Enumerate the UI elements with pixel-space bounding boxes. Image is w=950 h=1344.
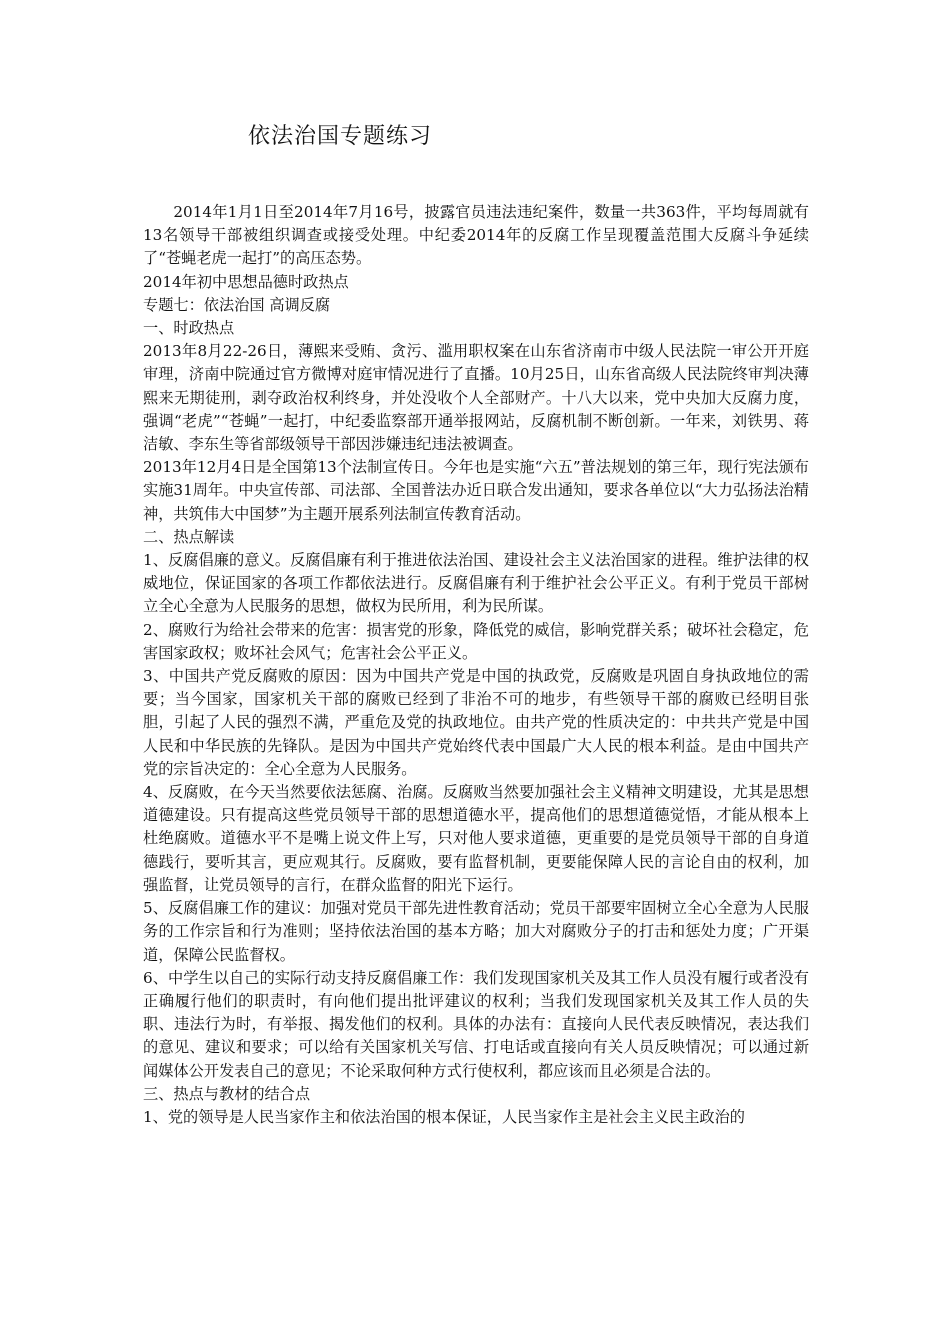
section-heading-hot-topics: 一、时政热点 [143, 319, 235, 338]
body-paragraph: 3、中国共产党反腐败的原因：因为中国共产党是中国的执政党，反腐败是巩固自身执政地位的需要；当今国家，国家机关干部的腐败已经到了非治不可的地步，有些领导干部的腐败已经明目张胆，引起了人民的强烈不满，严重危及党的执政地位。由共产党的性质决定的：中共共产党是中国人民和中华民族的先锋队。是因为中国共产党始终代表中国最广大人民的根本利益。是由中国共产党的宗旨决定的：全心全意为人民服务。 [143, 667, 809, 778]
document-body [143, 201, 809, 1129]
subtitle-line: 2014年初中思想品德时政热点 [143, 272, 349, 291]
body-paragraph: 2013年8月22-26日，薄熙来受贿、贪污、滥用职权案在山东省济南市中级人民法院一审公开开庭审理，济南中院通过官方微博对庭审情况进行了直播。10月25日，山东省高级人民法院终审判决薄熙来无期徒刑，剥夺政治权利终身，并处没收个人全部财产。十八大以来，党中央加大反腐力度，强调“老虎”“苍蝇”一起打，中纪委监察部开通举报网站，反腐机制不断创新。一年来，刘铁男、蒋洁敏、李东生等省部级领导干部因涉嫌违纪违法被调查。 [143, 342, 809, 454]
intro-paragraph: 2014年1月1日至2014年7月16号，披露官员违法违纪案件，数量一共363件，平均每周就有13名领导干部被组织调查或接受处理。中纪委2014年的反腐工作呈现覆盖范围大反腐斗争延续了“苍蝇老虎一起打”的高压态势。 [143, 203, 809, 268]
body-paragraph: 6、中学生以自己的实际行动支持反腐倡廉工作：我们发现国家机关及其工作人员没有履行或者没有正确履行他们的职责时，有向他们提出批评建议的权利；当我们发现国家机关及其工作人员的失职、违法行为时，有举报、揭发他们的权利。具体的办法有：直接向人民代表反映情况，表达我们的意见、建议和要求；可以给有关国家机关写信、打电话或直接向有关人员反映情况；可以通过新闻媒体公开发表自己的意见；不论采取何种方式行使权利，都应该而且必须是合法的。 [143, 968, 809, 1080]
section-heading-textbook: 三、热点与教材的结合点 [143, 1084, 311, 1103]
body-paragraph: 2、腐败行为给社会带来的危害：损害党的形象，降低党的威信，影响党群关系；破坏社会稳定，危害国家政权；败坏社会风气；危害社会公平正义。 [143, 620, 809, 662]
topic-line: 专题七：依法治国 高调反腐 [143, 295, 331, 314]
section-heading-interpretation: 二、热点解读 [143, 527, 235, 546]
body-paragraph: 5、反腐倡廉工作的建议：加强对党员干部先进性教育活动；党员干部要牢固树立全心全意为人民服务的工作宗旨和行为准则；坚持依法治国的基本方略；加大对腐败分子的打击和惩处力度；广开渠道，保障公民监督权。 [143, 899, 809, 964]
body-paragraph: 1、党的领导是人民当家作主和依法治国的根本保证，人民当家作主是社会主义民主政治的 [143, 1107, 745, 1126]
body-paragraph: 4、反腐败，在今天当然要依法惩腐、治腐。反腐败当然要加强社会主义精神文明建设，尤其是思想道德建设。只有提高这些党员领导干部的思想道德水平，提高他们的思想道德觉悟，才能从根本上杜绝腐败。道德水平不是嘴上说文件上写，只对他人要求道德，更重要的是党员领导干部的自身道德践行，要听其言，更应观其行。反腐败，要有监督机制，更要能保障人民的言论自由的权利，加强监督，让党员领导的言行，在群众监督的阳光下运行。 [143, 783, 809, 894]
document-title: 依法治国专题练习 [248, 124, 433, 149]
body-paragraph: 1、反腐倡廉的意义。反腐倡廉有利于推进依法治国、建设社会主义法治国家的进程。维护法律的权威地位，保证国家的各项工作都依法进行。反腐倡廉有利于维护社会公平正义。有利于党员干部树立全心全意为人民服务的思想，做权为民所用，利为民所谋。 [143, 551, 809, 616]
body-paragraph: 2013年12月4日是全国第13个法制宣传日。今年也是实施“六五”普法规划的第三年，现行宪法颁布实施31周年。中央宣传部、司法部、全国普法办近日联合发出通知，要求各单位以“大力弘扬法治精神，共筑伟大中国梦”为主题开展系列法制宣传教育活动。 [143, 458, 809, 523]
